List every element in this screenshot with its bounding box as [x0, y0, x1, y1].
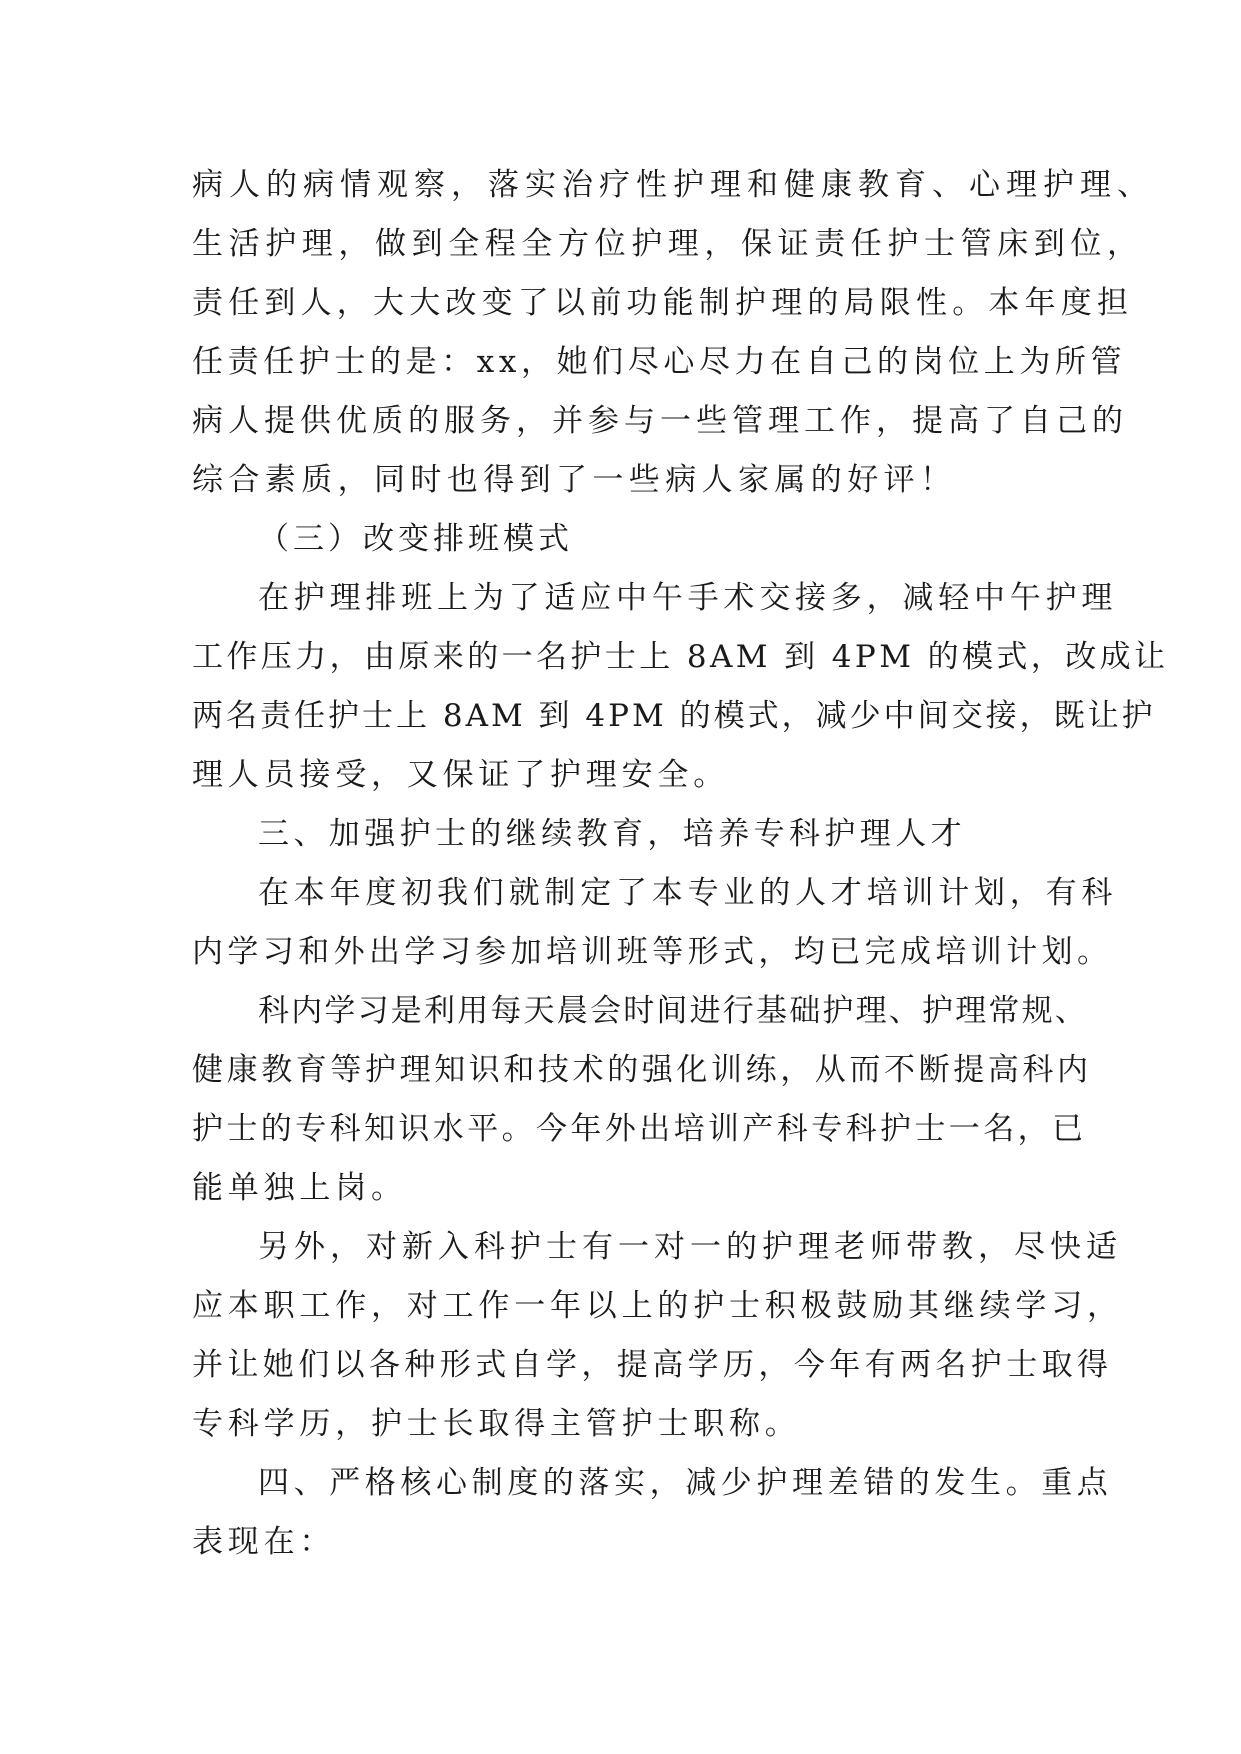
paragraph-line: 专科学历，护士长取得主管护士职称。	[192, 1406, 801, 1442]
section-heading-3: （三）改变排班模式	[258, 521, 573, 557]
paragraph-line: 另外，对新入科护士有一对一的护理老师带教，尽快适	[258, 1229, 1122, 1265]
paragraph-line: 病人提供优质的服务，并参与一些管理工作，提高了自己的	[192, 403, 1128, 439]
paragraph-line: 应本职工作，对工作一年以上的护士积极鼓励其继续学习，	[192, 1288, 1123, 1324]
paragraph-line: 工作压力，由原来的一名护士上 8AM 到 4PM 的模式，改成让	[192, 639, 1169, 675]
paragraph-line: 理人员接受，又保证了护理安全。	[192, 757, 729, 793]
paragraph-line: 并让她们以各种形式自学，提高学历，今年有两名护士取得	[192, 1347, 1113, 1383]
paragraph-line: 科内学习是利用每天晨会时间进行基础护理、护理常规、	[258, 993, 1088, 1029]
paragraph-line: 病人的病情观察，落实治疗性护理和健康教育、心理护理、	[192, 167, 1154, 203]
paragraph-line: 能单独上岗。	[192, 1170, 407, 1206]
paragraph-line: 责任到人，大大改变了以前功能制护理的局限性。本年度担	[192, 285, 1134, 321]
paragraph-line: 护士的专科知识水平。今年外出培训产科专科护士一名，已	[192, 1111, 1087, 1147]
paragraph-line: 任责任护士的是：xx，她们尽心尽力在自己的岗位上为所管	[192, 344, 1127, 380]
paragraph-line: 在护理排班上为了适应中午手术交接多，减轻中午护理	[258, 580, 1118, 616]
paragraph-line: 表现在：	[192, 1524, 336, 1560]
paragraph-line: 生活护理，做到全程全方位护理，保证责任护士管床到位，	[192, 226, 1144, 262]
paragraph-line: 在本年度初我们就制定了本专业的人才培训计划，有科	[258, 875, 1118, 911]
section-heading-three: 三、加强护士的继续教育，培养专科护理人才	[258, 816, 966, 852]
paragraph-line: 两名责任护士上 8AM 到 4PM 的模式，减少中间交接，既让护	[192, 698, 1156, 734]
paragraph-line: 健康教育等护理知识和技术的强化训练，从而不断提高科内	[192, 1052, 1092, 1088]
paragraph-line: 综合素质，同时也得到了一些病人家属的好评！	[192, 462, 957, 498]
section-heading-four: 四、严格核心制度的落实，减少护理差错的发生。重点	[258, 1465, 1113, 1501]
paragraph-line: 内学习和外出学习参加培训班等形式，均已完成培训计划。	[192, 934, 1113, 970]
